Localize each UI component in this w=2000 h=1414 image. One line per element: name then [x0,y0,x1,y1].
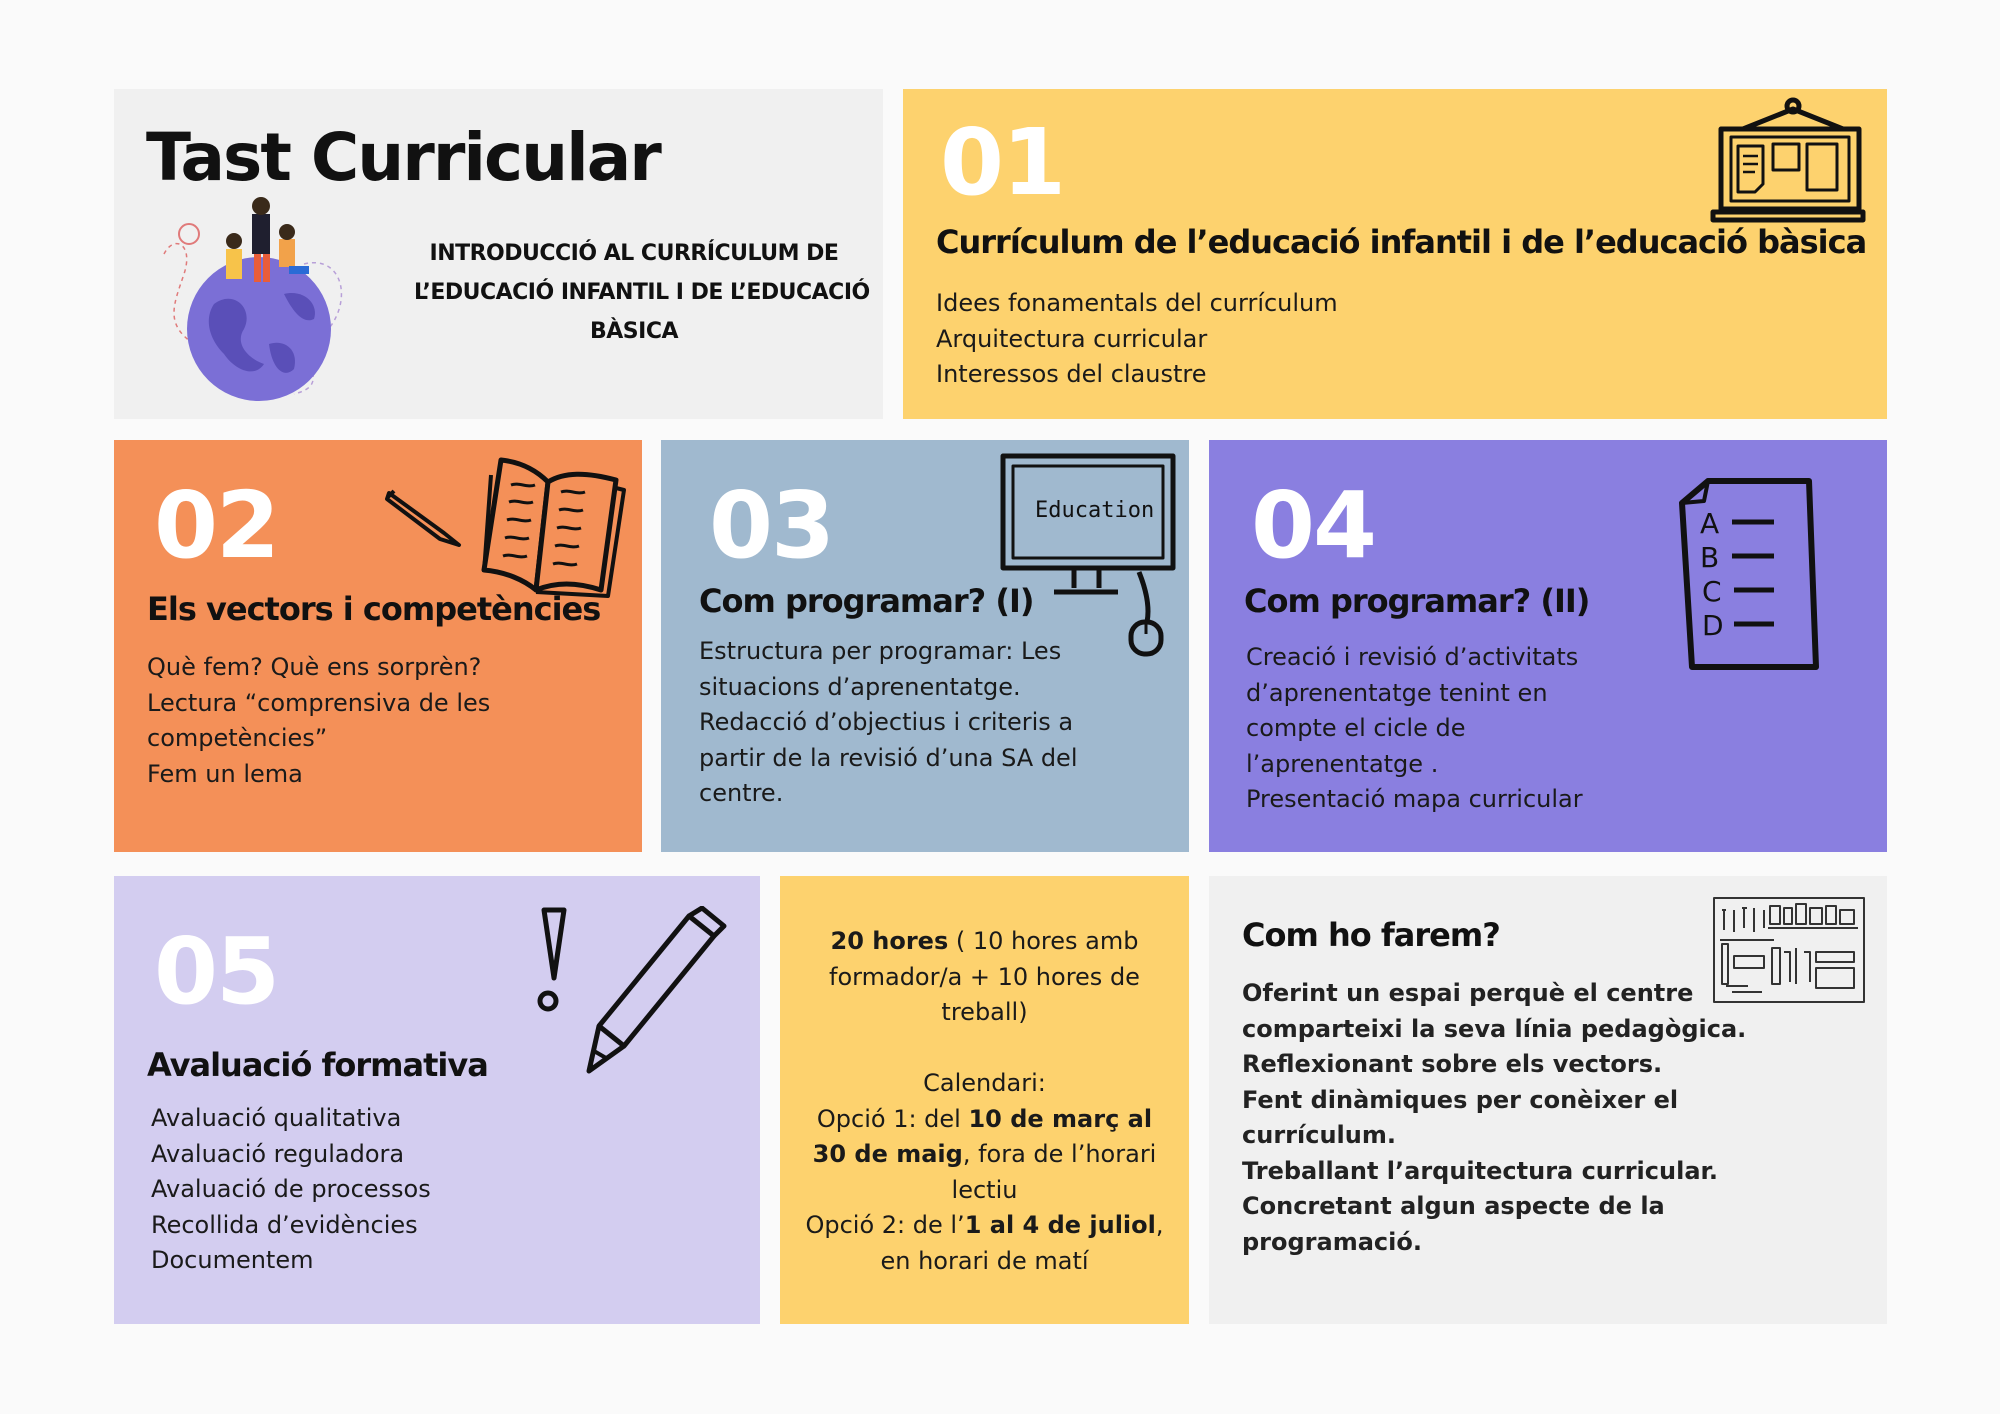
list-item: Oferint un espai perquè el centre [1242,979,1694,1007]
card-number: 03 [709,472,834,579]
card-lines [151,1101,431,1279]
board-icon [1703,94,1868,224]
list-item: Redacció d’objectius i criteris a [699,708,1074,736]
list-item: Què fem? Què ens sorprèn? [147,653,482,681]
list-item: Idees fonamentals del currículum [936,289,1338,317]
list-item: d’aprenentatge tenint en [1246,678,1548,707]
list-item: compte el cicle de [1246,714,1466,742]
card-05 [114,876,760,1324]
list-item: Arquitectura curricular [936,324,1208,353]
list-item: Treballant l’arquitectura curricular. [1242,1156,1719,1185]
checklist-letter: A [1700,507,1720,540]
hours-bold: 20 hores [830,927,949,955]
list-item: Lectura “comprensiva de les [147,688,491,717]
option-1-line [780,1137,1189,1173]
subtitle-line: INTRODUCCIÓ AL CURRÍCULUM DE [429,241,839,266]
list-item: Creació i revisió d’activitats [1246,643,1579,671]
list-item: situacions d’aprenentatge. [699,672,1021,701]
explorers-on-globe-icon [154,194,364,404]
subtitle-line: BÀSICA [590,319,678,344]
hours-text: ( 10 hores amb [948,927,1139,955]
list-item: Concretant algun aspecte de la [1242,1192,1665,1220]
list-item: Recollida d’evidències [151,1210,418,1239]
option-2-line [780,1208,1189,1244]
checklist-letter: C [1702,575,1722,608]
list-item: Fent dinàmiques per conèixer el [1242,1085,1679,1114]
card-lines [147,650,490,792]
list-item: comparteixi la seva línia pedagògica. [1242,1014,1747,1043]
page-title: Tast Curricular [146,119,660,196]
list-item: programació. [1242,1227,1422,1256]
calendar-label: Calendari: [923,1069,1046,1097]
computer-screen-text: Education [1035,498,1155,523]
option-1-line: lectiu [951,1175,1018,1204]
card-lines [1246,640,1583,818]
schedule-card [780,876,1189,1324]
list-item: l’aprenentatge . [1246,749,1439,778]
list-item: centre. [699,779,784,807]
checklist-letter: B [1700,541,1720,574]
list-item: Avaluació qualitativa [151,1104,402,1132]
card-03 [661,440,1189,852]
option-date: 1 al 4 de juliol [964,1211,1156,1239]
list-item: Presentació mapa curricular [1246,785,1583,813]
option-text: Opció 2: de l’ [805,1211,965,1239]
card-lines [1242,976,1746,1260]
card-01 [903,89,1887,419]
tool-board-icon [1712,896,1867,1004]
list-item: competències” [147,724,328,752]
list-item: Documentem [151,1246,314,1274]
how-card [1209,876,1887,1324]
exclamation-icon [532,906,572,1016]
hours-line [780,924,1189,960]
header-subtitle [414,234,870,351]
pen-icon [384,485,464,550]
card-number: 02 [154,472,279,579]
card-number: 04 [1251,472,1376,579]
card-title: Com ho farem? [1242,916,1500,954]
list-item: Reflexionant sobre els vectors. [1242,1050,1663,1078]
hours-line: formador/a + 10 hores de [829,962,1140,991]
header-panel [114,89,883,419]
subtitle-line: L’EDUCACIÓ INFANTIL I DE L’EDUCACIÓ [414,280,870,305]
card-title: Com programar? (I) [699,582,1034,620]
card-lines [936,286,1338,393]
option-2-line: en horari de matí [880,1246,1089,1275]
computer-icon [999,452,1179,657]
option-date: 30 de maig [812,1140,963,1168]
pencil-icon [584,906,744,1081]
card-title: Com programar? (II) [1244,582,1590,620]
card-number: 05 [154,918,279,1025]
schedule-text [780,924,1189,1279]
card-title: Els vectors i competències [147,590,601,628]
book-icon [476,450,626,600]
card-04 [1209,440,1887,852]
list-item: currículum. [1242,1121,1396,1149]
card-02 [114,440,642,852]
option-date: 10 de març al [968,1104,1153,1133]
card-number: 01 [940,109,1065,216]
option-text: , [1155,1211,1164,1239]
option-text: Opció 1: del [816,1104,969,1133]
card-title: Currículum de l’educació infantil i de l’educació bàsica [936,223,1867,261]
list-item: Estructura per programar: Les [699,637,1062,665]
list-item: Avaluació de processos [151,1175,431,1203]
hours-line: treball) [941,998,1028,1026]
card-lines [699,634,1078,812]
list-item: Avaluació reguladora [151,1139,405,1168]
option-text: , fora de l’horari [962,1140,1157,1168]
card-title: Avaluació formativa [147,1046,488,1084]
list-item: Interessos del claustre [936,360,1207,388]
checklist-icon [1674,475,1834,675]
list-item: Fem un lema [147,759,303,788]
checklist-letter: D [1702,609,1724,642]
list-item: partir de la revisió d’una SA del [699,743,1078,772]
option-1-line [780,1102,1189,1138]
